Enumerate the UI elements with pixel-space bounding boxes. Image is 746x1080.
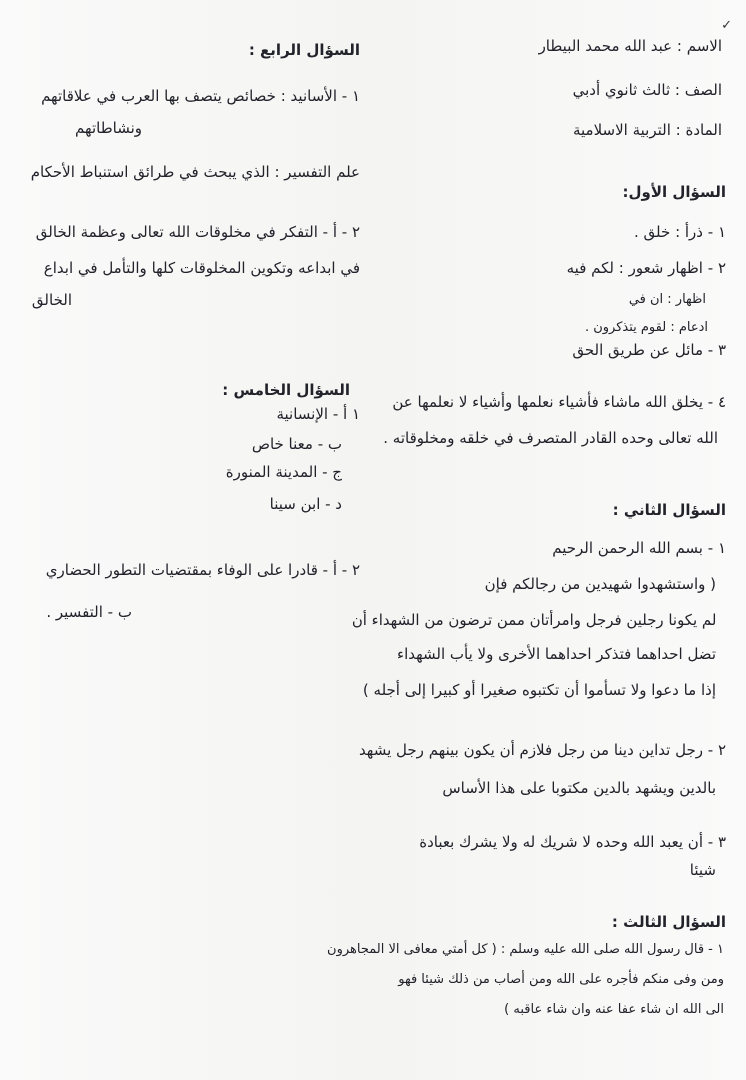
- q2-answer-2-line2: بالدين ويشهد بالدين مكتوبا على هذا الأساس: [442, 779, 716, 797]
- q1-answer-3: ٣ - مائل عن طريق الحق: [572, 341, 726, 359]
- q5-answer-1c: ج - المدينة المنورة: [225, 463, 342, 481]
- q5-answer-1d: د - ابن سينا: [269, 495, 342, 513]
- q4-title: السؤال الرابع :: [248, 41, 360, 59]
- student-name: الاسم : عبد الله محمد البيطار: [538, 37, 722, 55]
- right-column: [346, 0, 746, 1080]
- q4-answer-1-line2: ونشاطاتهم: [75, 119, 142, 137]
- q5-answer-2a: ٢ - أ - قادرا على الوفاء بمقتضيات التطور الحضاري: [45, 561, 360, 579]
- q3-answer-1-line1: ١ - قال رسول الله صلى الله عليه وسلم : ( كل أمتي معافى الا المجاهرون: [327, 942, 724, 957]
- q2-answer-3-line2: شيئا: [689, 861, 716, 879]
- q1-answer-4-line1: ٤ - يخلق الله ماشاء فأشياء نعلمها وأشياء لا نعلمها عن: [392, 393, 726, 411]
- q1-answer-2-line1: ٢ - اظهار شعور : لكم فيه: [566, 259, 726, 277]
- q5-answer-1b: ب - معنا خاص: [251, 435, 342, 453]
- q1-answer-1: ١ - ذرأ : خلق .: [634, 223, 726, 241]
- q2-answer-1-line1: ١ - بسم الله الرحمن الرحيم: [552, 539, 726, 557]
- q4-answer-1-line1: ١ - الأسانيد : خصائص يتصف بها العرب في علاقاتهم: [41, 87, 360, 105]
- q2-answer-1-line3: لم يكونا رجلين فرجل وامرأتان ممن ترضون من الشهداء أن: [351, 611, 716, 629]
- q2-answer-1-line2: ( واستشهدوا شهيدين من رجالكم فإن: [484, 575, 716, 593]
- q5-answer-2b: ب - التفسير .: [46, 603, 132, 621]
- q5-answer-1a: ١ أ - الإنسانية: [276, 405, 360, 423]
- q4-answer-2-line2: في ابداعه وتكوين المخلوقات كلها والتأمل في ابداع: [43, 259, 360, 277]
- q1-answer-2-line2: اظهار : ان في: [628, 292, 706, 307]
- q3-answer-1-line2: ومن وفى منكم فأجره على الله ومن أصاب من ذلك شيئا فهو: [398, 972, 724, 987]
- q2-answer-1-line5: إذا ما دعوا ولا تسأموا أن تكتبوه صغيرا أو كبيرا إلى أجله ): [362, 681, 716, 699]
- q1-title: السؤال الأول:: [622, 183, 726, 201]
- q2-answer-1-line4: تضل احداهما فتذكر احداهما الأخرى ولا يأب الشهداء: [397, 645, 716, 663]
- student-class: الصف : ثالث ثانوي أدبي: [572, 81, 722, 99]
- q3-title: السؤال الثالث :: [611, 913, 726, 931]
- left-column: [0, 0, 372, 1080]
- q2-answer-3-line1: ٣ - أن يعبد الله وحده لا شريك له ولا يشرك بعبادة: [419, 833, 726, 851]
- q2-title: السؤال الثاني :: [612, 501, 726, 519]
- q2-answer-2-line1: ٢ - رجل تداين دينا من رجل فلازم أن يكون بينهم رجل يشهد: [358, 741, 726, 759]
- q1-answer-4-line2: الله تعالى وحده القادر المتصرف في خلقه ومخلوقاته .: [383, 429, 718, 447]
- q1-answer-2-line3: ادعام : لقوم يتذكرون .: [584, 320, 708, 335]
- q4-answer-2-line1: ٢ - أ - التفكر في مخلوقات الله تعالى وعظمة الخالق: [35, 223, 360, 241]
- q5-title: السؤال الخامس :: [222, 381, 350, 399]
- subject-name: المادة : التربية الاسلامية: [572, 121, 722, 139]
- check-mark: ✓: [721, 18, 732, 33]
- q3-answer-1-line3: الى الله ان شاء عفا عنه وان شاء عاقبه ): [504, 1002, 724, 1017]
- q4-answer-2-line3: الخالق: [31, 291, 72, 309]
- q4-answer-1-line3: علم التفسير : الذي يبحث في طرائق استنباط الأحكام: [30, 163, 360, 181]
